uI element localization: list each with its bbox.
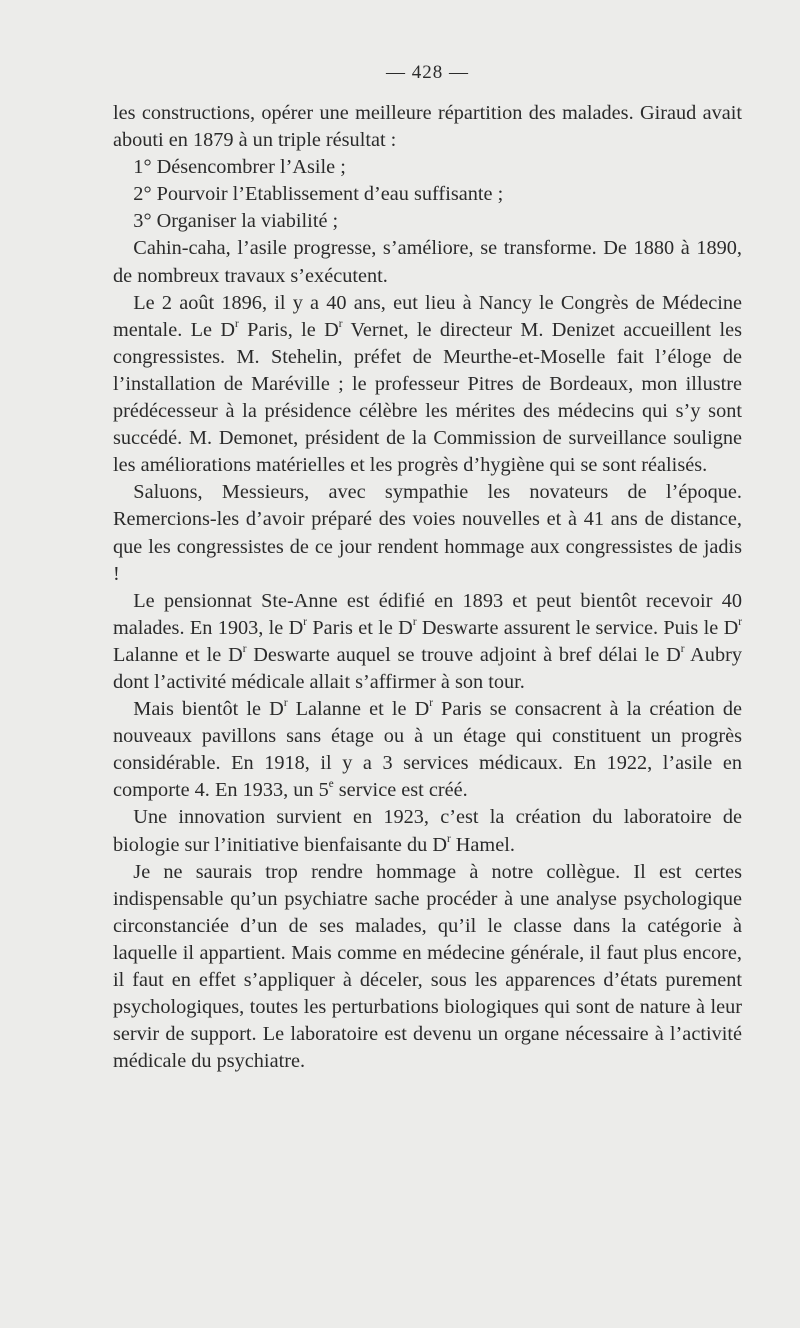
text-run: Lalanne et le D [113, 643, 243, 666]
superscript: r [412, 615, 417, 628]
text-run: Deswarte assurent le service. Puis le D [416, 616, 739, 639]
text-run: Le 2 août 1896, il y a 40 ans, eut lieu à Nancy le Congrès de Médecine mentale. Le D [113, 291, 742, 341]
text-run: Une innovation survient en 1923, c’est la création du laboratoire de biologie sur l’initiative bienfaisante du D [113, 806, 742, 856]
superscript: r [303, 615, 308, 628]
superscript: r [447, 832, 451, 845]
page-number: — 428 — [386, 62, 469, 83]
paragraph-1: les constructions, opérer une meilleure répartition des malades. Giraud avait abouti en 1879 à un triple résultat : [113, 102, 742, 152]
superscript: r [738, 615, 742, 628]
list-item-3: 3° Organiser la viabilité ; [133, 210, 339, 233]
superscript: r [338, 317, 343, 330]
text-run: Paris et le D [307, 616, 413, 639]
text-run: Aubry dont l’activité médicale allait s’affirmer à son tour. [113, 643, 742, 693]
paragraph-3 [113, 290, 742, 480]
list-item-1: 1° Désencombrer l’Asile ; [133, 156, 346, 179]
superscript: r [283, 697, 288, 710]
paragraph-8: Je ne saurais trop rendre hommage à notre collègue. Il est certes indispensable qu’un psychiatre sache procéder à une analyse psychologique circonstanciée d’un de ses malades, qu’il le classe dans la catégorie à laquelle il appartient. Mais comme en médecine générale, il faut plus encore, il faut en effet s’appliquer à déceler, sous les apparences d’états purement psychologiques, toutes les perturbations biologiques qui sont de nature à leur servir de support. Le laboratoire est devenu un organe nécessaire à l’activité médicale du psychiatre. [113, 860, 742, 1073]
text-run: Vernet, le directeur M. Denizet accueillent les congressistes. M. Stehelin, préfet de Meurthe-et-Moselle fait l’éloge de l’installation de Maréville ; le professeur Pitres de Bordeaux, mon illustre prédécesseur à la présidence célèbre les mérites des médecins qui s’y sont succédé. M. Demonet, président de la Commission de surveillance souligne les améliorations matérielles et les progrès d’hygiène qui se sont réalisés. [113, 318, 742, 477]
superscript: r [235, 317, 239, 330]
list-item-2: 2° Pourvoir l’Etablissement d’eau suffisante ; [133, 183, 504, 206]
text-run: Mais bientôt le D [133, 698, 284, 721]
paragraph-7 [113, 804, 742, 858]
paragraph-5 [113, 588, 742, 696]
superscript: e [328, 778, 334, 791]
text-run: Paris, le D [238, 318, 339, 341]
paragraph-4: Saluons, Messieurs, avec sympathie les novateurs de l’époque. Remercions-les d’avoir préparé des voies nouvelles et à 41 ans de distance, que les congressistes de ce jour rendent hommage aux congressistes de jadis ! [113, 481, 742, 585]
text-run: Deswarte auquel se trouve adjoint à bref délai le D [246, 643, 681, 666]
text-run: Lalanne et le D [287, 698, 430, 721]
text-run: Hamel. [450, 833, 515, 856]
superscript: r [429, 697, 433, 710]
text-run: service est créé. [333, 779, 468, 802]
paragraph-6 [113, 696, 742, 804]
superscript: r [242, 642, 247, 655]
superscript: r [680, 642, 685, 655]
text-run: Paris se consacrent à la création de nouveaux pavillons sans étage ou à un étage qui constituent un progrès considérable. En 1918, il y a 3 services médicaux. En 1922, l’asile en comporte 4. En 1933, un 5 [113, 698, 742, 802]
paragraph-2: Cahin-caha, l’asile progresse, s’améliore, se transforme. De 1880 à 1890, de nombreux travaux s’exécutent. [113, 237, 742, 287]
text-run: Le pensionnat Ste-Anne est édifié en 1893 et peut bientôt recevoir 40 malades. En 1903, le D [113, 589, 742, 639]
